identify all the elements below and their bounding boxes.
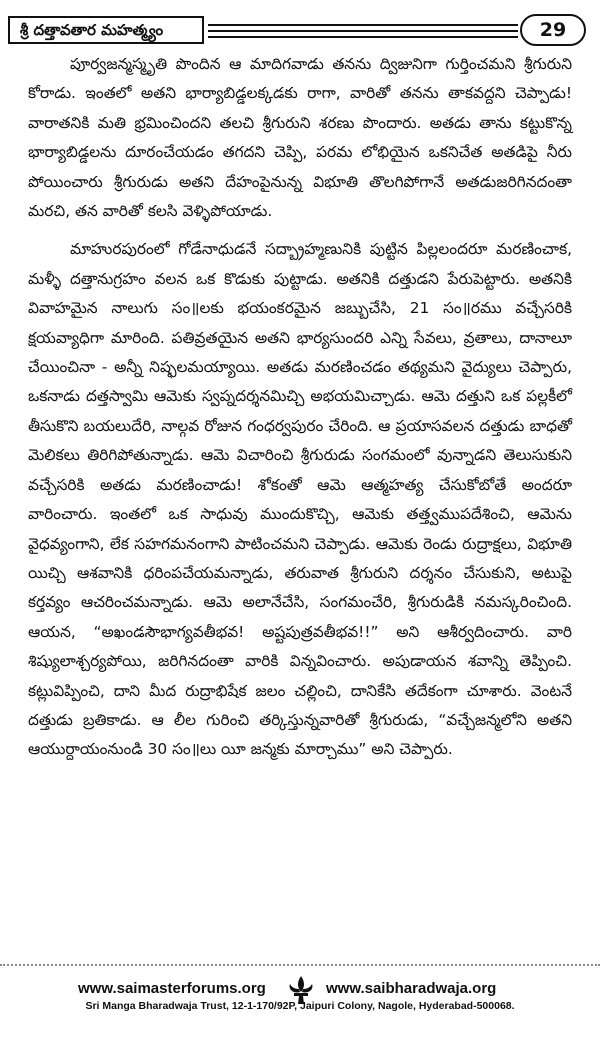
paragraph: పూర్వజన్మస్మృతి పొందిన ఆ మాదిగవాడు తనను ద్విజునిగా గుర్తించమని శ్రీగురుని కోరాడు. ఇంతలో అతని భార్యాబిడ్డలక్కడకు రాగా, వారితో తనను తాకవద్దని చెప్పాడు! వారాతనికి మతి భ్రమించిందని తలచి శ్రీగురుని శరణు పొందారు. అతడు తాను కట్టుకొన్న భార్యాబిడ్డలను దూరంచేయడం తగదని చెప్పి, పరమ లోభియైన ఒకనిచేత అతడిపై నీరు పోయించారు శ్రీగురుడు అతని దేహంపైనున్న విభూతి తొలగిపోగానే అతడుజరిగినదంతా మరచి, తన వారితో కలసి వెళ్ళిపోయాడు. [28,55,572,221]
footer-link-saibharadwaja[interactable]: www.saibharadwaja.org [326,980,497,997]
book-title: శ్రీ దత్తావతార మహత్మ్యం [8,16,204,44]
paragraph: మాహురపురంలో గోడేనాధుడనే సద్బ్రాహ్మణునికి పుట్టిన పిల్లలందరూ మరణించాక, మళ్ళీ దత్తానుగ్రహం వలన ఒక కొడుకు పుట్టాడు. అతనికి దత్తుడని పేరుపెట్టారు. అతనికి వివాహమైన నాలుగు సం॥లకు భయంకరమైన జబ్బుచేసి, 21 సం॥రము వచ్చేసరికి క్షయవ్యాధిగా మారింది. పతివ్రతయైన అతని భార్యసుందరి ఎన్ని సేవలు, వ్రతాలు, దానాలూ చేయించినా - అన్నీ నిష్ఫలమయ్యాయి. అతడు మరణించడం తథ్యమని వైద్యులు చెప్పారు, ఒకనాడు దత్తస్వామి ఆమెకు స్వప్నదర్శనమిచ్చి అభయమిచ్చాడు. ఆమె దత్తుని ఒక పల్లకీలో తీసుకొని బయలుదేరి, నాల్గవ రోజున గంధర్వపురం చేరింది. ఆ ప్రయాసవలన దత్తుడు బాధతో మెలికలు తిరిగిపోతున్నాడు. ఆమె విచారించి శ్రీగురుడు సంగమంలో వున్నాడని తెలుసుకుని వచ్చేసరికి అతడు మరణించాడు! శోకంతో ఆమె ఆత్మహత్య చేసుకోబోతే అందరూ వారించారు. ఇంతలో ఒక సాధువు ముందుకొచ్చి, ఆమెకు తత్త్వముపదేశించి, ఆమెను వైధవ్యంగాని, లేక సహగమనంగాని పాటించమని చెప్పాడు. ఆమెకు రెండు రుద్రాక్షలు, విభూతి యిచ్చి ఆశవానికి ధరింపచేయమన్నాడు, తరువాత శ్రీగురుని దర్శనం చేసుకుని, అటుపై కర్తవ్యం ఆచరించమన్నాడు. ఆమె అలానేచేసి, సంగమంచేరి, శ్రీగురుడికి నమస్కరించింది. ఆయన, “అఖండసౌభాగ్యవతీభవ! అష్టపుత్రవతీభవ!!” అని ఆశీర్వదించారు. వారి శిష్యులాశ్చర్యపోయి, జరిగినదంతా వారికి విన్నవించారు. అపుడాయన శవాన్ని తెప్పించి. కట్లువిప్పించి, దాని మీద రుద్రాభిషేక జలం చల్లించి, దానికేసి తదేకంగా చూశారు. వెంటనే దత్తుడు బ్రతికాడు. ఆ లీల గురించి తర్కిస్తున్నవారితో శ్రీగురుడు, “వచ్చేజన్మలోని అతని ఆయుర్దాయంనుండి 30 సం॥లు యీ జన్మకు మార్చాము” అని చెప్పారు. [28,240,572,759]
footer-divider [0,964,600,966]
footer-address: Sri Manga Bharadwaja Trust, 12-1-170/92P, Jaipuri Colony, Nagole, Hyderabad-500068. [85,1000,515,1012]
page-footer [0,972,600,1052]
footer-link-saimasterforums[interactable]: www.saimasterforums.org [78,980,266,997]
page-header [0,14,600,48]
header-rule [208,22,518,42]
body-text [28,50,572,774]
page-number: 29 [520,14,586,46]
